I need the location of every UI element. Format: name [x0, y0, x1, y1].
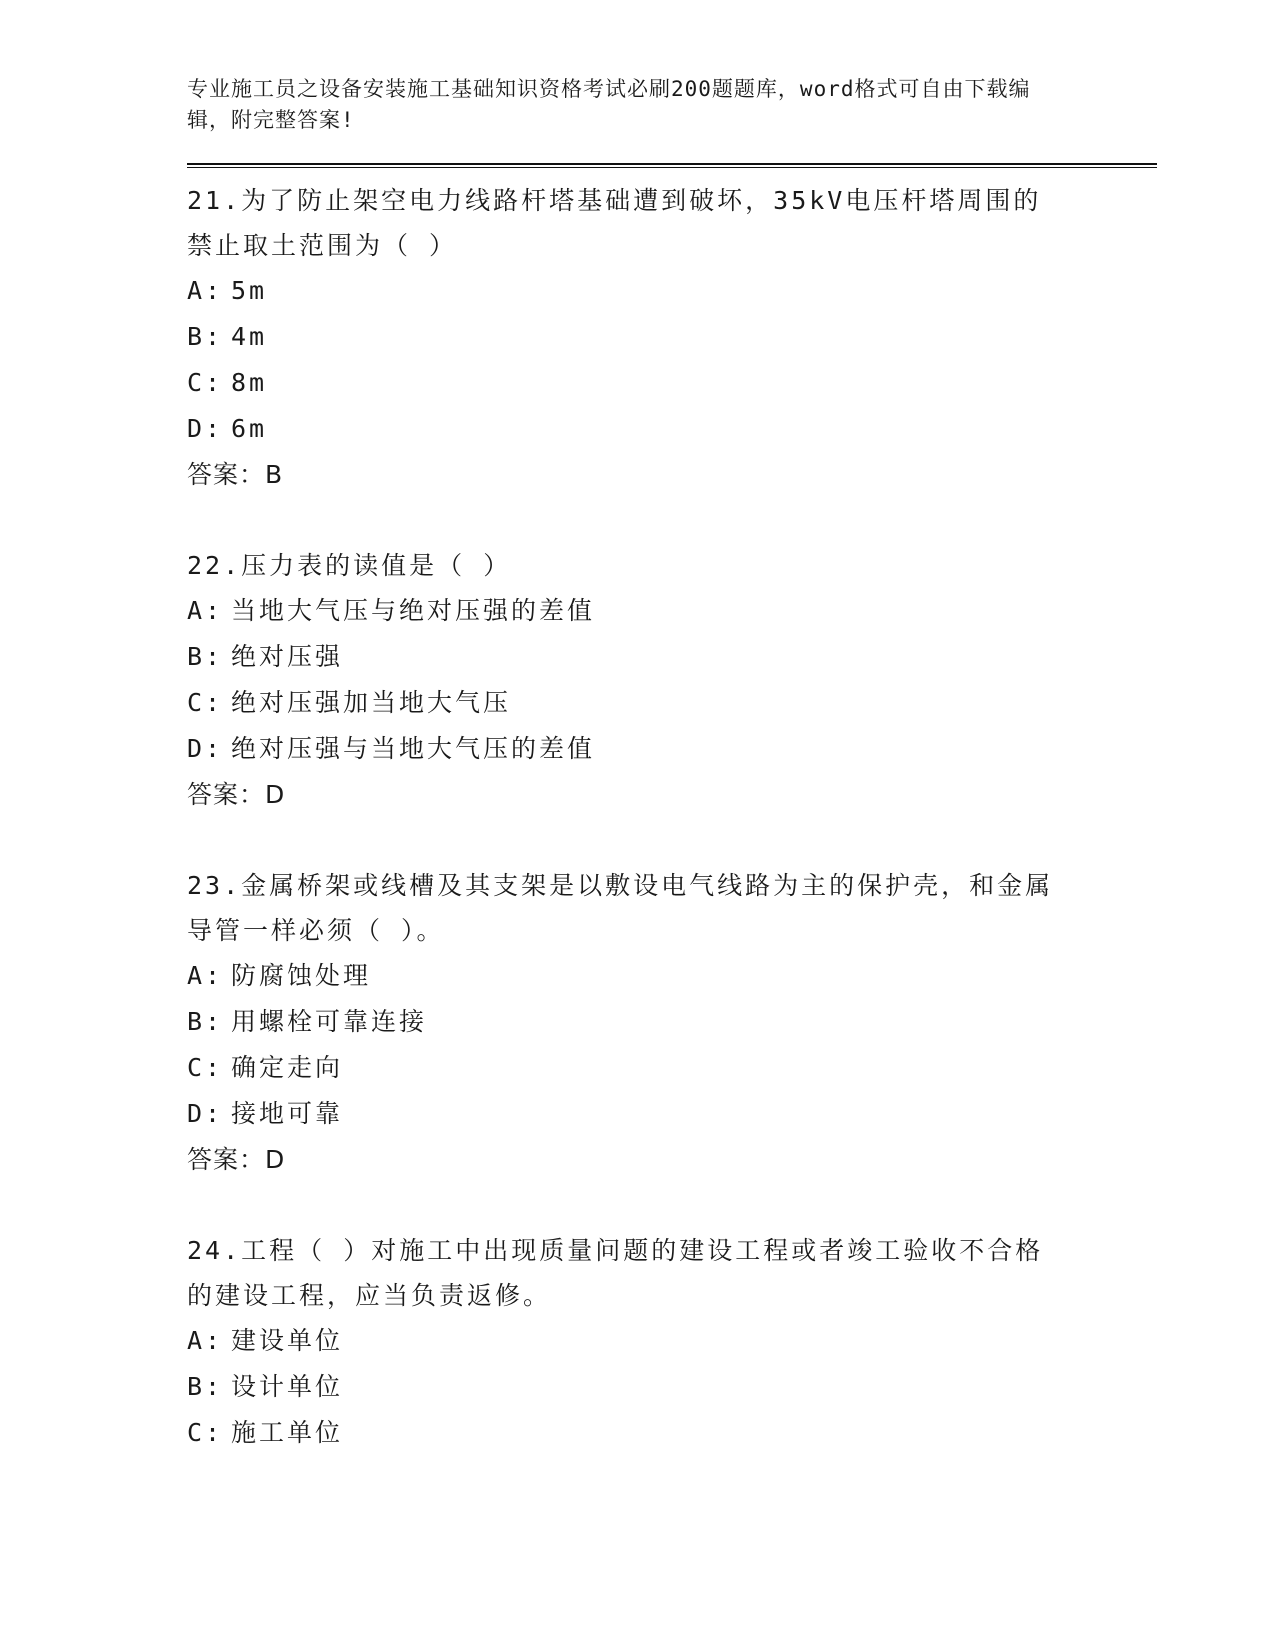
- option-text: 确定走向: [231, 1053, 344, 1082]
- question-stem: 24.工程（ ）对施工中出现质量问题的建设工程或者竣工验收不合格的建设工程，应当负责返修。: [187, 1236, 1044, 1310]
- option-letter: A:: [187, 961, 224, 990]
- option-c: [187, 1045, 1157, 1091]
- question-23: [187, 863, 1157, 1183]
- question-24: [187, 1228, 1157, 1456]
- question-22: [187, 543, 1157, 818]
- option-text: 建设单位: [231, 1326, 344, 1355]
- option-text: 施工单位: [231, 1418, 344, 1447]
- question-stem: 23.金属桥架或线槽及其支架是以敷设电气线路为主的保护壳，和金属导管一样必须（ ）。: [187, 871, 1054, 945]
- option-text: 接地可靠: [231, 1099, 344, 1128]
- option-text: 防腐蚀处理: [231, 961, 372, 990]
- option-a: [187, 1318, 1157, 1364]
- option-text: 8m: [231, 368, 268, 397]
- option-letter: C:: [187, 1053, 224, 1082]
- option-text: 设计单位: [231, 1372, 344, 1401]
- option-a: [187, 953, 1157, 999]
- option-b: [187, 1364, 1157, 1410]
- option-letter: B:: [187, 322, 224, 351]
- document-page: [187, 74, 1157, 1501]
- option-d: [187, 726, 1157, 772]
- header-divider: [187, 163, 1157, 168]
- option-letter: B:: [187, 1007, 224, 1036]
- option-text: 绝对压强加当地大气压: [231, 688, 512, 717]
- option-d: [187, 1091, 1157, 1137]
- option-a: [187, 268, 1157, 314]
- answer-line: 答案：D: [187, 780, 286, 809]
- option-b: [187, 999, 1157, 1045]
- option-letter: A:: [187, 276, 224, 305]
- option-text: 4m: [231, 322, 268, 351]
- option-text: 当地大气压与绝对压强的差值: [231, 596, 596, 625]
- option-letter: B:: [187, 642, 224, 671]
- option-letter: A:: [187, 596, 224, 625]
- option-letter: C:: [187, 368, 224, 397]
- option-text: 绝对压强: [231, 642, 344, 671]
- option-text: 5m: [231, 276, 268, 305]
- option-text: 6m: [231, 414, 268, 443]
- option-c: [187, 680, 1157, 726]
- option-letter: D:: [187, 1099, 224, 1128]
- option-letter: D:: [187, 734, 224, 763]
- option-letter: C:: [187, 1418, 224, 1447]
- answer-line: 答案：D: [187, 1145, 286, 1174]
- option-letter: B:: [187, 1372, 224, 1401]
- question-stem: 22.压力表的读值是（ ）: [187, 551, 512, 580]
- option-letter: A:: [187, 1326, 224, 1355]
- document-header: 专业施工员之设备安装施工基础知识资格考试必刷200题题库，word格式可自由下载编辑，附完整答案!: [187, 77, 1031, 132]
- question-21: [187, 178, 1157, 498]
- option-b: [187, 314, 1157, 360]
- option-letter: C:: [187, 688, 224, 717]
- option-c: [187, 1410, 1157, 1456]
- option-letter: D:: [187, 414, 224, 443]
- option-c: [187, 360, 1157, 406]
- question-stem: 21.为了防止架空电力线路杆塔基础遭到破坏，35kV电压杆塔周围的禁止取土范围为（ ）: [187, 186, 1042, 260]
- option-text: 用螺栓可靠连接: [231, 1007, 428, 1036]
- option-a: [187, 588, 1157, 634]
- option-text: 绝对压强与当地大气压的差值: [231, 734, 596, 763]
- option-b: [187, 634, 1157, 680]
- option-d: [187, 406, 1157, 452]
- answer-line: 答案：B: [187, 460, 284, 489]
- question-list: [187, 178, 1157, 1456]
